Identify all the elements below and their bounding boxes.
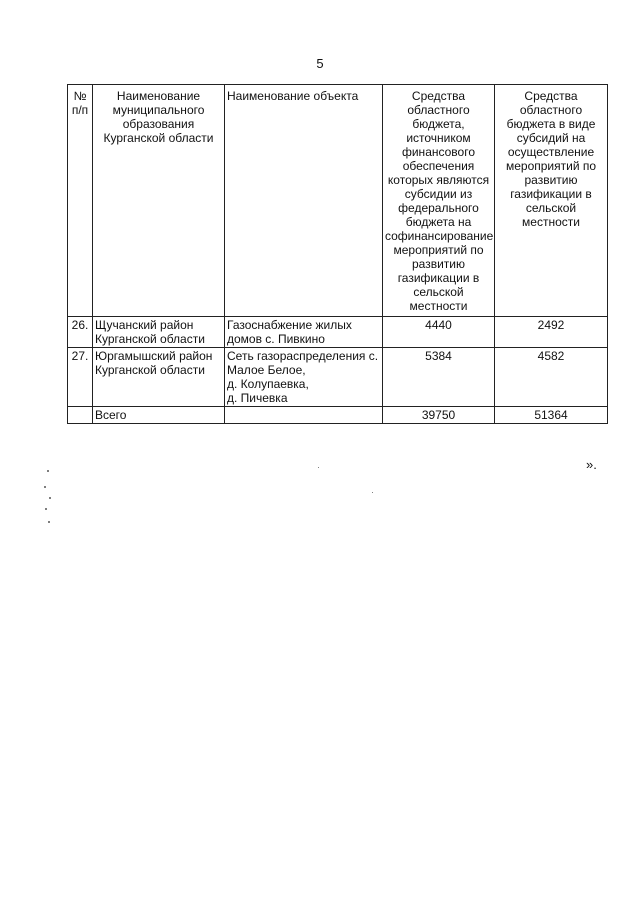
scan-artifact (47, 470, 49, 472)
scan-artifact (318, 467, 319, 468)
scan-artifact (49, 497, 51, 499)
header-regional-budget-federal: Средства областного бюджета, источником финансового обеспечения которых являются субсидии из федерального бюджета на софинансирование мероприятий по развитию газификации в сельской местности (383, 85, 495, 317)
closing-quote: ». (586, 457, 597, 472)
object-cell (225, 317, 383, 348)
total-row (68, 407, 608, 424)
header-no: № п/п (68, 85, 93, 317)
table-header-row (68, 85, 608, 317)
total-regional-budget-subsidy: 51364 (495, 407, 608, 424)
regional-budget-subsidy-cell: 2492 (495, 317, 608, 348)
scan-artifact (44, 486, 46, 488)
total-number-cell (68, 407, 93, 424)
total-object-cell (225, 407, 383, 424)
regional-budget-subsidy-cell: 4582 (495, 348, 608, 407)
object-line: д. Колупаевка, (227, 377, 309, 391)
regional-budget-federal-cell: 4440 (383, 317, 495, 348)
object-cell (225, 348, 383, 407)
table-row (68, 348, 608, 407)
object-line: Газоснабжение жилых домов с. Пивкино (227, 318, 352, 346)
municipality-cell: Юргамышский район Курганской области (93, 348, 225, 407)
row-number: 27. (68, 348, 93, 407)
regional-budget-federal-cell: 5384 (383, 348, 495, 407)
header-regional-budget-subsidy: Средства областного бюджета в виде субсидий на осуществление мероприятий по развитию газификации в сельской местности (495, 85, 608, 317)
object-line: Сеть газораспределения с. Малое Белое, (227, 349, 379, 377)
total-label: Всего (93, 407, 225, 424)
table-row (68, 317, 608, 348)
header-municipality: Наименование муниципального образования Курганской области (93, 85, 225, 317)
page-number: 5 (316, 56, 324, 71)
scan-artifact (45, 508, 47, 510)
object-line: д. Пичевка (227, 391, 288, 405)
total-regional-budget-federal: 39750 (383, 407, 495, 424)
row-number: 26. (68, 317, 93, 348)
header-object: Наименование объекта (225, 85, 383, 317)
municipality-cell: Щучанский район Курганской области (93, 317, 225, 348)
scan-artifact (48, 521, 50, 523)
budget-table (67, 84, 608, 424)
scan-artifact (372, 492, 373, 493)
